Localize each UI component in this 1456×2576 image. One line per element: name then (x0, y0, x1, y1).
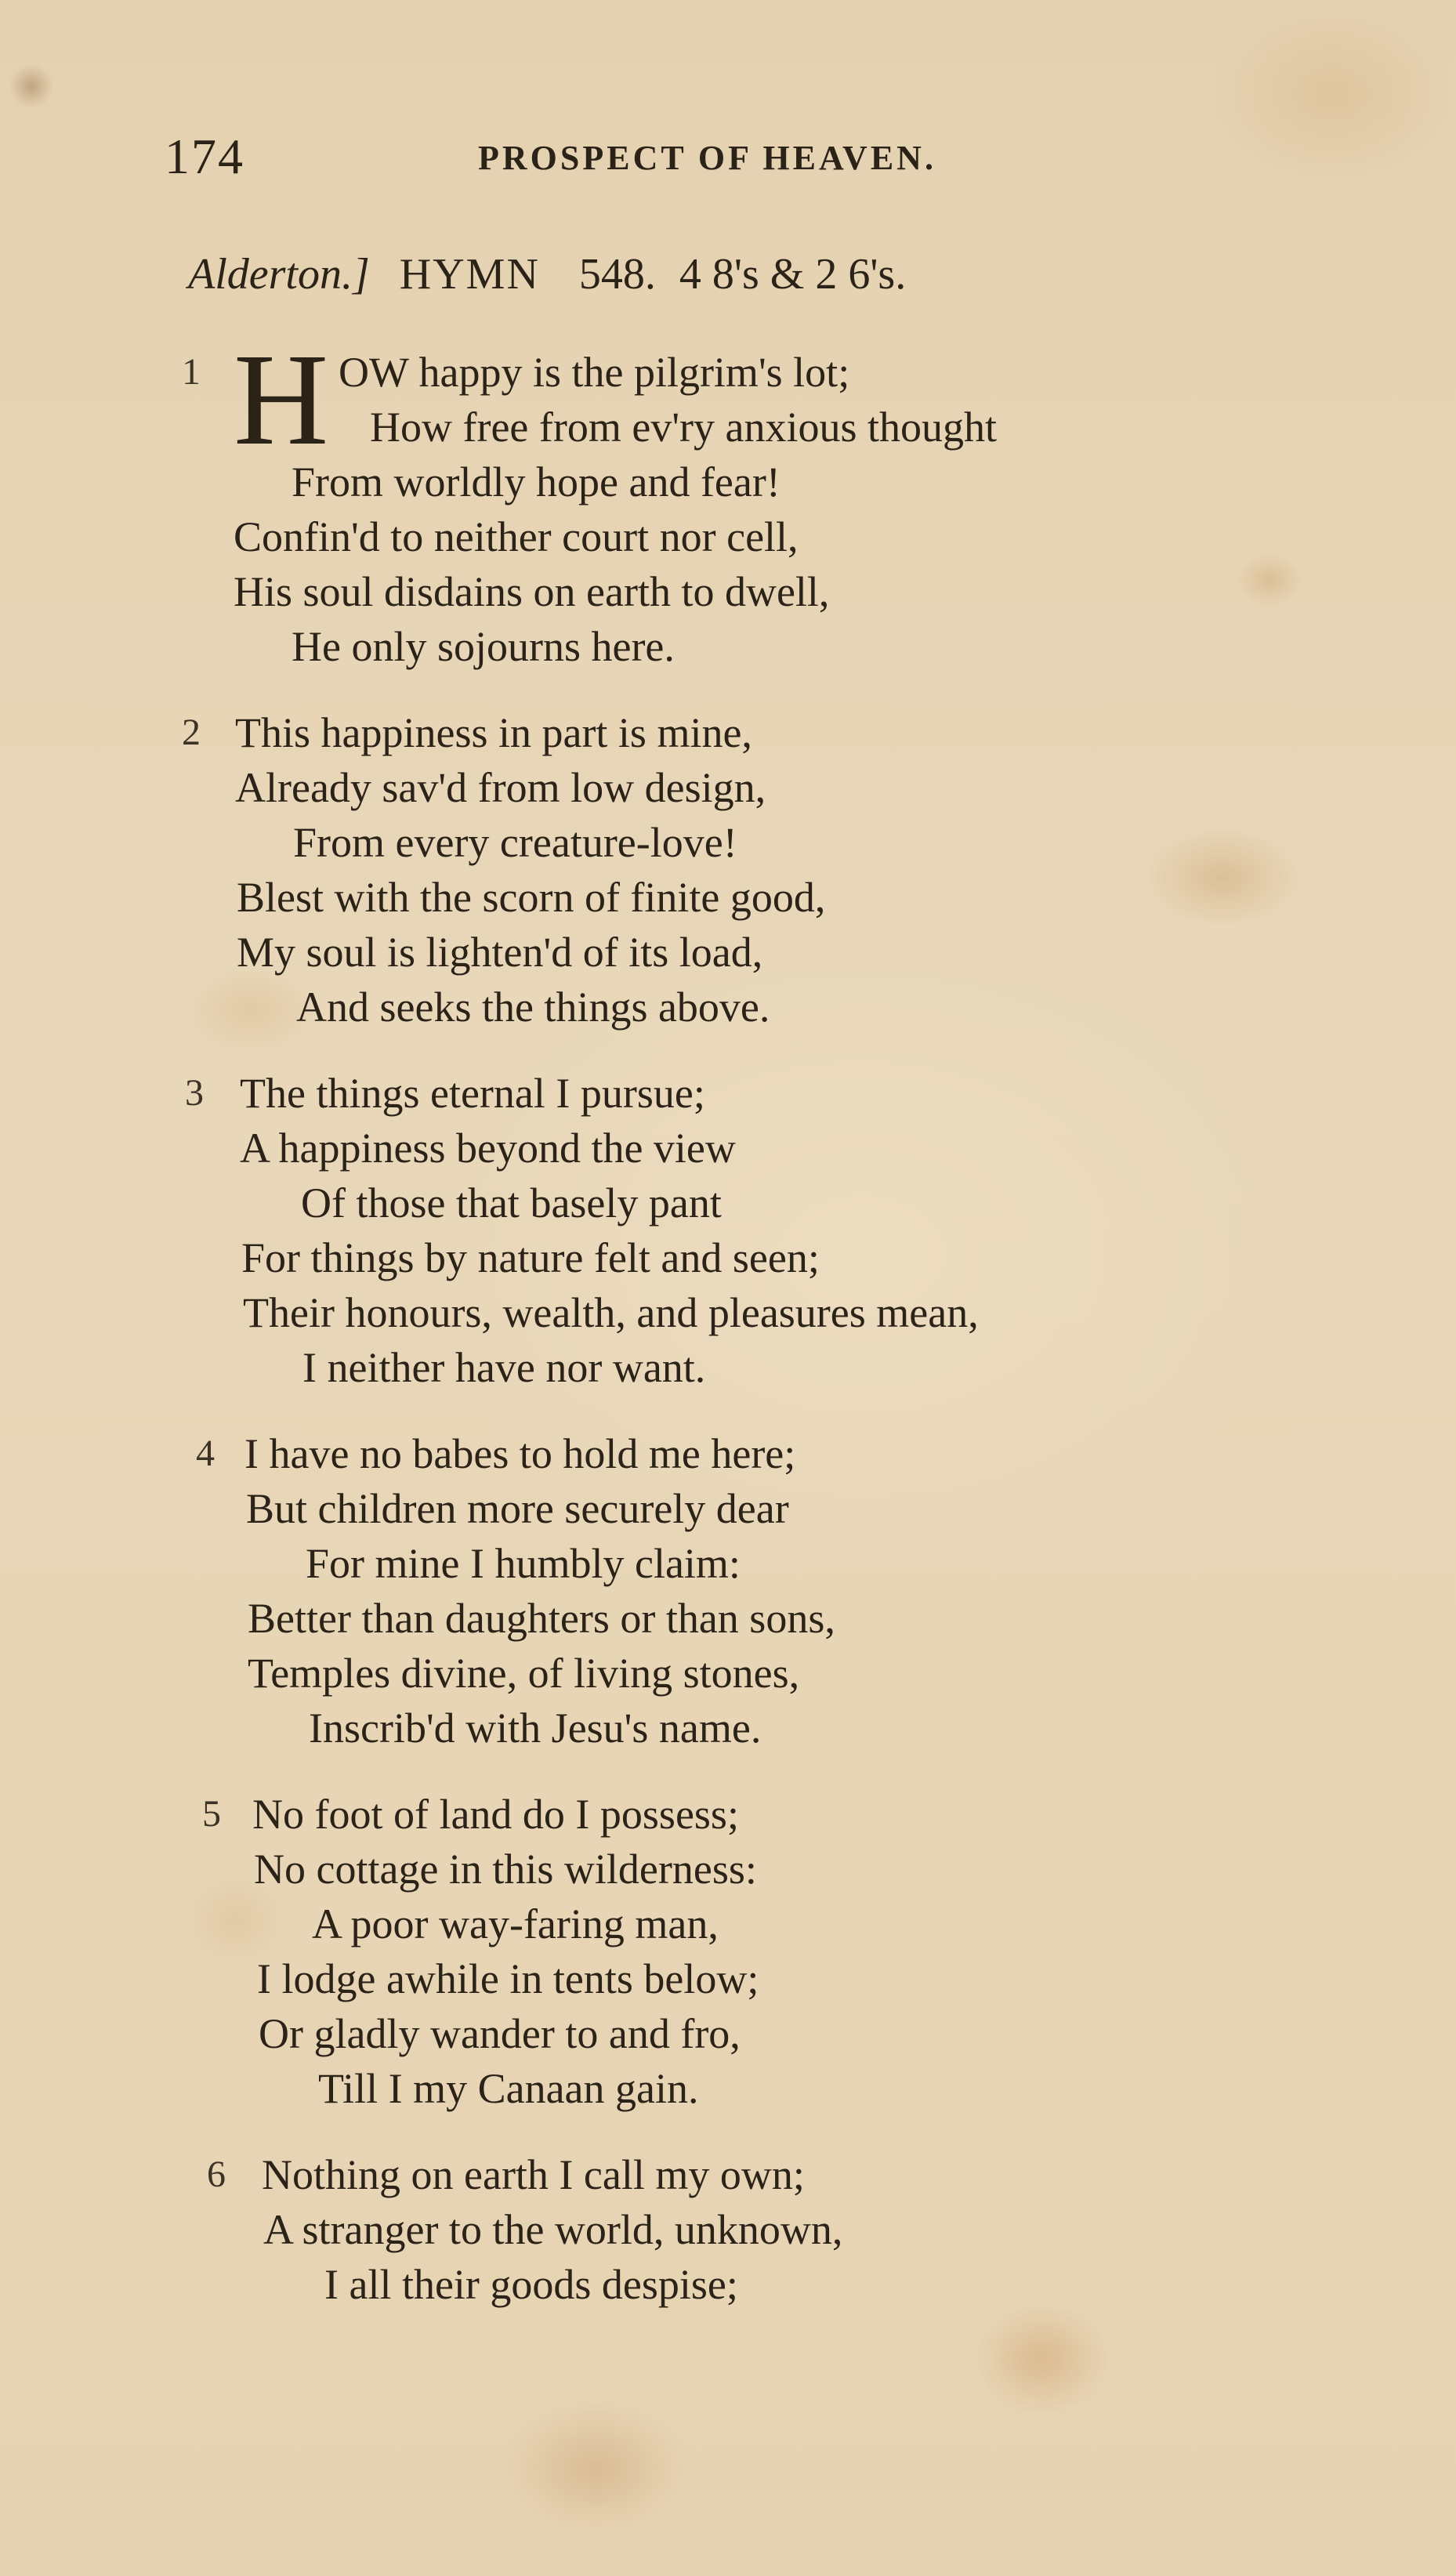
verse-line (0, 345, 1456, 400)
stanza-4 (0, 1426, 1456, 1755)
verse-line (0, 1176, 1456, 1230)
stanza-6 (0, 2147, 1456, 2312)
verse-line (0, 1230, 1456, 1285)
verse-text: OW happy is the pilgrim's lot; (339, 349, 850, 396)
verse-text: I neither have nor want. (302, 1344, 706, 1391)
stanza-2 (0, 705, 1456, 1034)
verse-line (0, 2257, 1456, 2312)
verse-line (0, 1340, 1456, 1395)
verse-text: A happiness beyond the view (240, 1125, 736, 1172)
verse-line (0, 1591, 1456, 1646)
page-number: 174 (165, 129, 244, 184)
stanza-number: 6 (207, 2154, 226, 2195)
verse-text: Confin'd to neither court nor cell, (234, 513, 799, 560)
verse-line (0, 1481, 1456, 1536)
verse-text: And seeks the things above. (296, 984, 770, 1031)
hymn-label: HYMN (399, 250, 540, 299)
verse-text: For things by nature felt and seen; (241, 1234, 820, 1281)
verse-text: A stranger to the world, unknown, (263, 2206, 843, 2253)
verse-line (0, 1121, 1456, 1176)
verse-text: Already sav'd from low design, (235, 764, 766, 811)
stanza-1 (0, 327, 1456, 674)
verse-text: Their honours, wealth, and pleasures mean, (243, 1289, 979, 1336)
verse-text: No foot of land do I possess; (252, 1791, 739, 1838)
stanza-number: 3 (185, 1072, 204, 1114)
verse-line (0, 2202, 1456, 2257)
verse-line (0, 1066, 1456, 1121)
verse-line (0, 400, 1456, 455)
hymn-text (0, 327, 1456, 2343)
stanza-3 (0, 1066, 1456, 1395)
verse-line (0, 2061, 1456, 2116)
drop-cap: H (234, 327, 329, 473)
verse-line (0, 619, 1456, 674)
verse-text: How free from ev'ry anxious thought (370, 404, 998, 451)
hymn-heading (188, 243, 906, 306)
verse-line (0, 1842, 1456, 1897)
verse-line (0, 760, 1456, 815)
verse-line (0, 1897, 1456, 1951)
hymn-number: 548. (578, 250, 656, 299)
verse-line (0, 509, 1456, 564)
verse-line (0, 705, 1456, 760)
verse-line (0, 2147, 1456, 2202)
verse-line (0, 1951, 1456, 2006)
verse-text: A poor way-faring man, (312, 1900, 719, 1947)
verse-text: I lodge awhile in tents below; (257, 1955, 759, 2002)
running-head: PROSPECT OF HEAVEN. (478, 139, 936, 177)
hymn-meter: 4 8's & 2 6's. (679, 250, 907, 299)
verse-text: He only sojourns here. (292, 623, 675, 670)
verse-line (0, 980, 1456, 1034)
stanza-number: 2 (182, 712, 201, 753)
page-header (165, 125, 1058, 188)
verse-line (0, 1426, 1456, 1481)
verse-text: Or gladly wander to and fro, (259, 2010, 741, 2057)
verse-text: No cottage in this wilderness: (254, 1846, 757, 1893)
verse-text: I have no babes to hold me here; (244, 1430, 796, 1477)
verse-line (0, 815, 1456, 870)
stanza-5 (0, 1787, 1456, 2116)
verse-text: For mine I humbly claim: (306, 1540, 741, 1587)
verse-line (0, 1701, 1456, 1755)
verse-line (0, 1536, 1456, 1591)
verse-text: Blest with the scorn of finite good, (237, 874, 826, 921)
stanza-number: 1 (182, 351, 201, 393)
stanza-number: 5 (202, 1793, 221, 1835)
verse-text: This happiness in part is mine, (235, 709, 752, 756)
verse-text: But children more securely dear (246, 1485, 789, 1532)
verse-line (0, 1646, 1456, 1701)
verse-line (0, 2006, 1456, 2061)
verse-line (0, 925, 1456, 980)
tune-name: Alderton.] (188, 250, 370, 299)
verse-text: I all their goods despise; (324, 2261, 738, 2308)
stanza-number: 4 (196, 1433, 215, 1474)
verse-text: From every creature-love! (293, 819, 737, 866)
verse-text: Till I my Canaan gain. (318, 2065, 699, 2112)
verse-text: Better than daughters or than sons, (248, 1595, 835, 1642)
verse-text: Temples divine, of living stones, (248, 1650, 800, 1697)
verse-text: Of those that basely pant (301, 1179, 722, 1226)
verse-text: Inscrib'd with Jesu's name. (309, 1705, 762, 1752)
verse-line (0, 870, 1456, 925)
verse-line (0, 1285, 1456, 1340)
verse-line (0, 455, 1456, 509)
verse-text: His soul disdains on earth to dwell, (234, 568, 830, 615)
verse-line (0, 1787, 1456, 1842)
verse-line (0, 564, 1456, 619)
verse-text: My soul is lighten'd of its load, (237, 929, 763, 976)
verse-text: From worldly hope and fear! (292, 458, 781, 505)
verse-text: Nothing on earth I call my own; (262, 2151, 805, 2198)
verse-text: The things eternal I pursue; (240, 1070, 705, 1117)
